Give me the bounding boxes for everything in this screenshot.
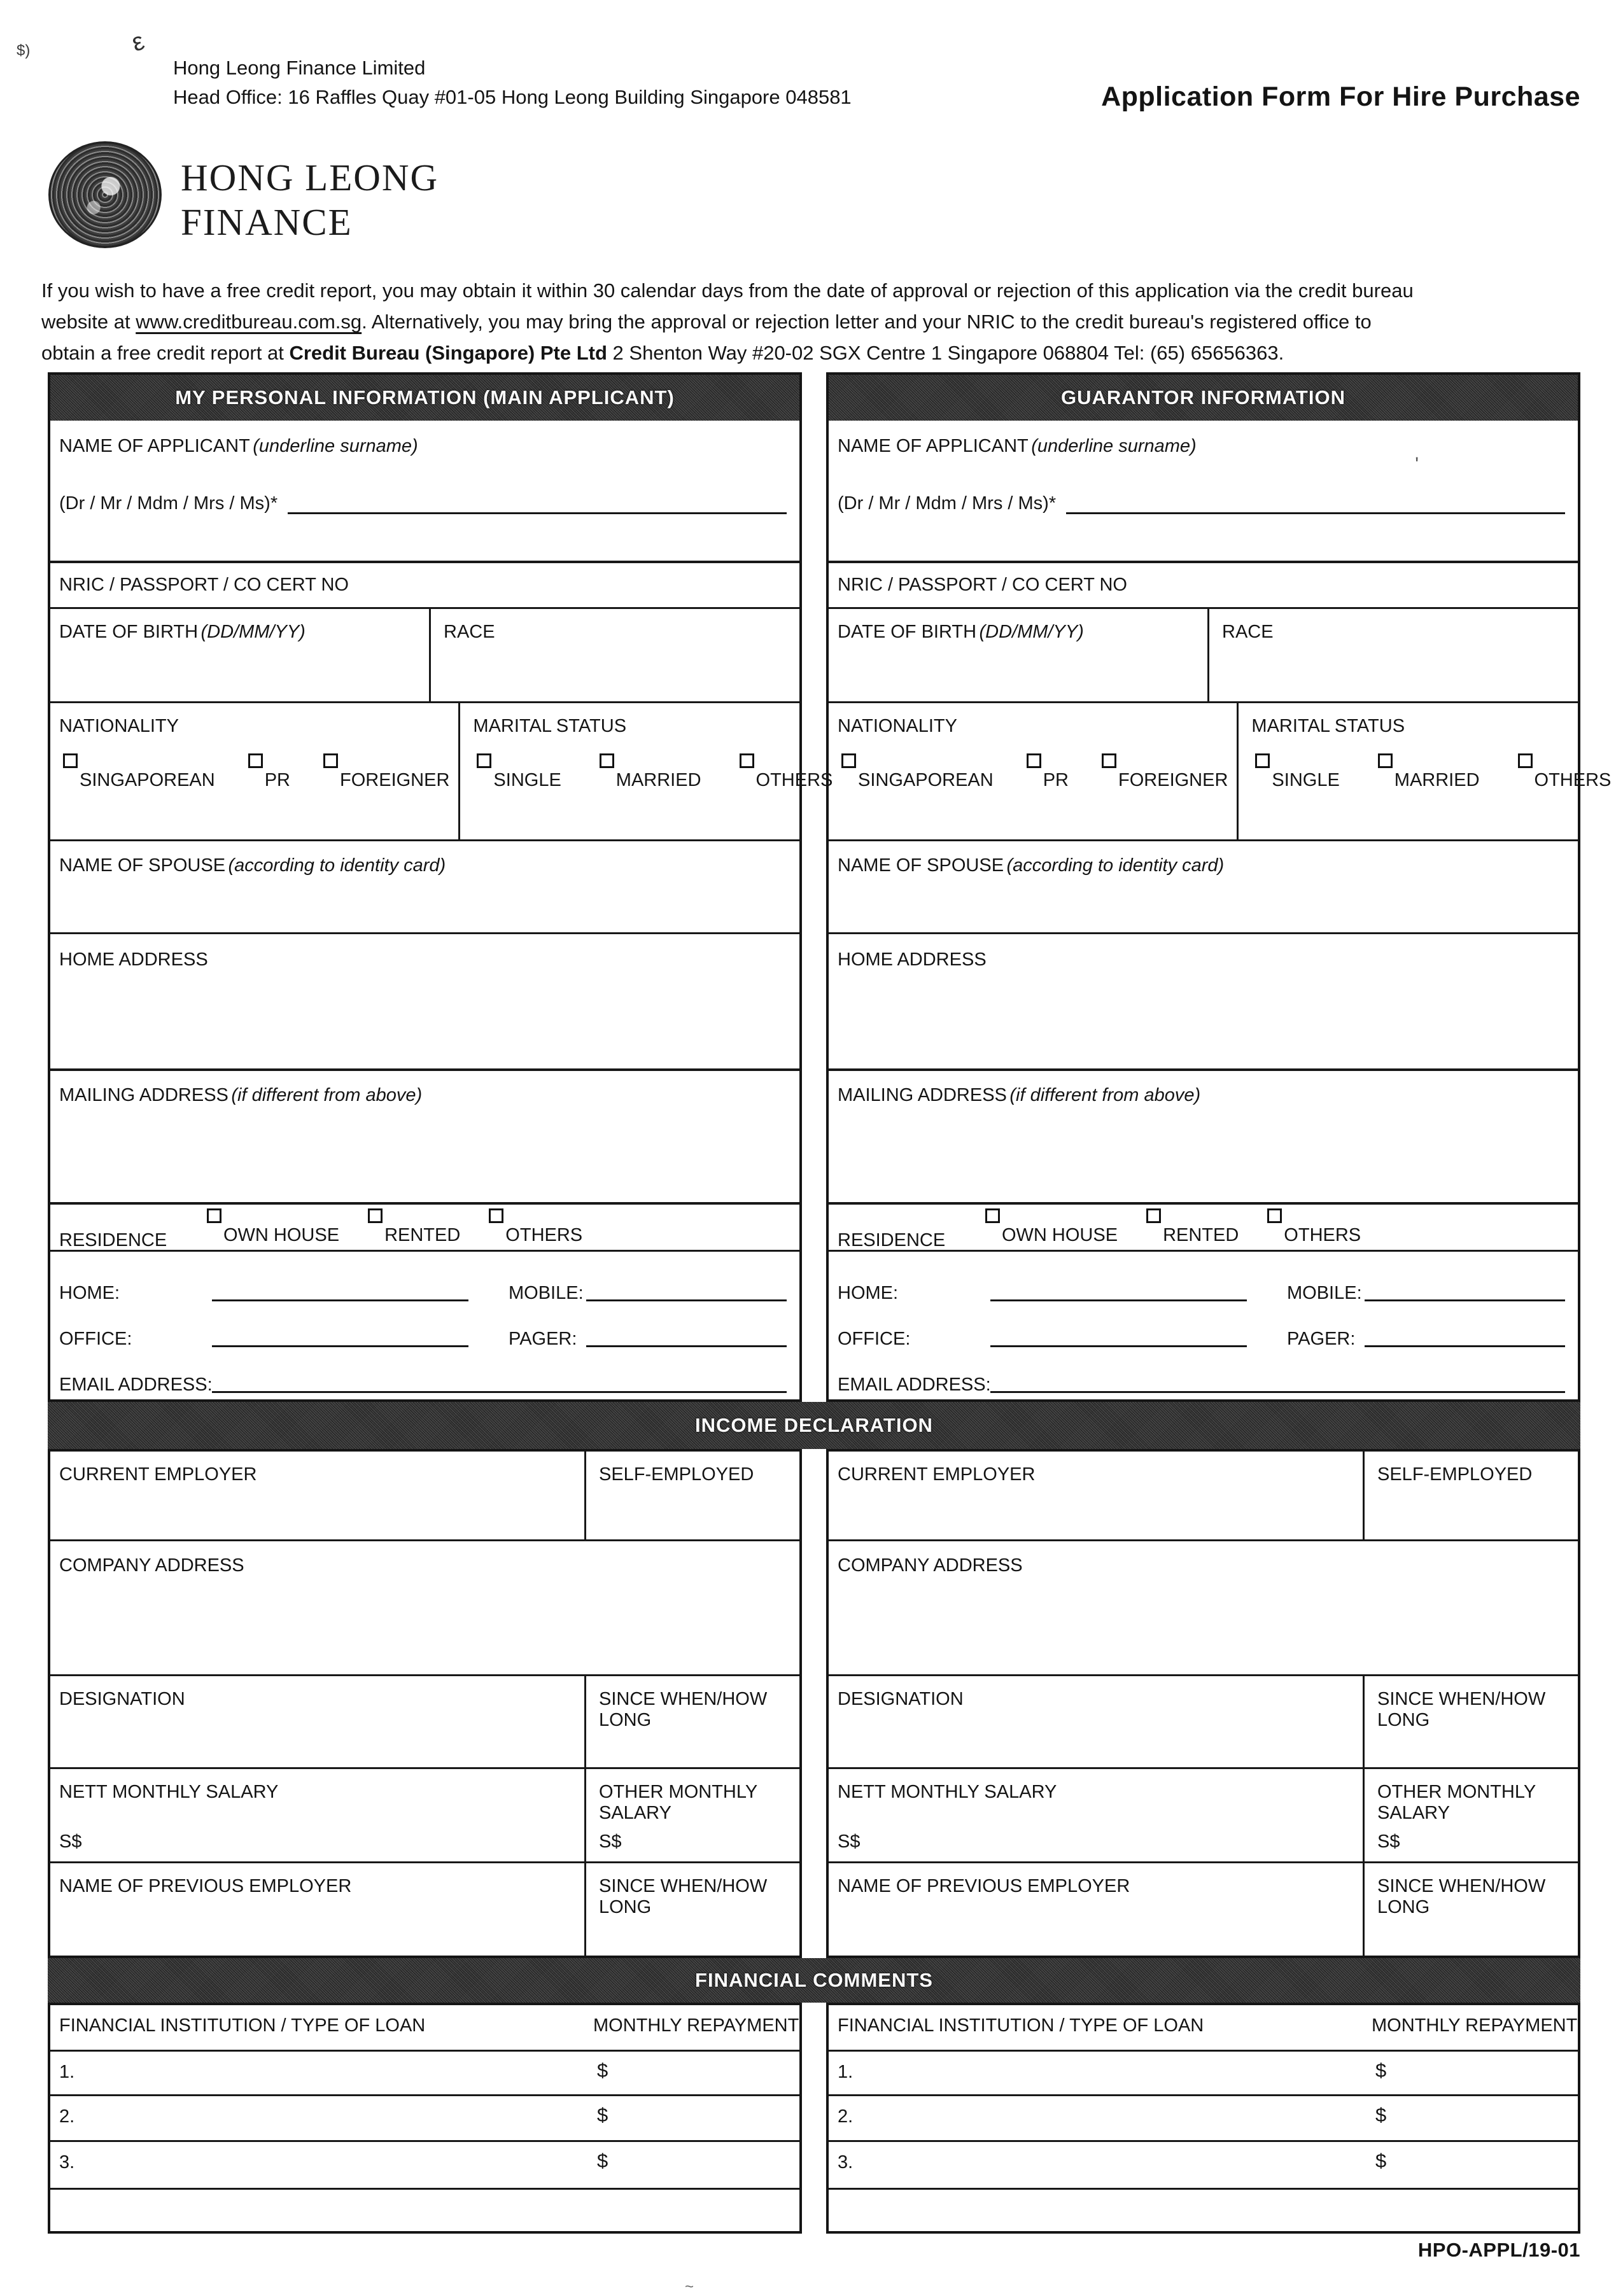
checkbox-icon[interactable] xyxy=(600,753,614,768)
guarantor-designation-cell[interactable] xyxy=(829,1676,1363,1767)
guarantor-nett-salary-cell[interactable] xyxy=(829,1769,1363,1861)
checkbox-icon[interactable] xyxy=(207,1208,221,1223)
checkbox-label: MARRIED xyxy=(1394,770,1480,790)
guarantor-salary-row xyxy=(829,1767,1578,1861)
row-number: 1. xyxy=(59,2062,75,2082)
guarantor-loan-row-1[interactable] xyxy=(829,2050,1578,2094)
guarantor-residence-own-house-checkbox[interactable] xyxy=(985,1208,1118,1246)
guarantor-current-employer-cell[interactable] xyxy=(829,1452,1363,1539)
applicant-loan-row-empty[interactable] xyxy=(50,2188,799,2231)
race-label: RACE xyxy=(1222,622,1274,642)
applicant-nationality-pr-checkbox[interactable] xyxy=(248,753,290,791)
marital-label: MARITAL STATUS xyxy=(473,716,627,736)
checkbox-icon[interactable] xyxy=(985,1208,1000,1223)
currency-label: S$ xyxy=(59,1831,82,1852)
currency-label: S$ xyxy=(1377,1831,1400,1852)
home-address-label: HOME ADDRESS xyxy=(59,949,208,970)
self-employed-label: SELF-EMPLOYED xyxy=(599,1464,754,1485)
logo-wordmark xyxy=(181,155,439,244)
guarantor-dob-race-row xyxy=(829,607,1578,701)
office-phone-label: OFFICE: xyxy=(838,1329,911,1349)
applicant-pager-input-line[interactable] xyxy=(586,1322,787,1347)
salutation-label: (Dr / Mr / Mdm / Mrs / Ms)* xyxy=(59,493,278,514)
checkbox-icon[interactable] xyxy=(368,1208,383,1223)
applicant-nationality-cell xyxy=(50,703,458,839)
spouse-note: (according to identity card) xyxy=(228,855,446,876)
applicant-mailing-address-cell[interactable] xyxy=(50,1068,799,1202)
guarantor-email-input-line[interactable] xyxy=(990,1368,1565,1393)
applicant-residence-own-house-checkbox[interactable] xyxy=(207,1208,339,1246)
since-when-label: SINCE WHEN/HOW LONG xyxy=(599,1876,768,1917)
guarantor-nationality-pr-checkbox[interactable] xyxy=(1027,753,1069,791)
applicant-nationality-marital-row xyxy=(50,701,833,839)
scan-artifact-squiggle: ~ xyxy=(685,2278,694,2295)
checkbox-icon[interactable] xyxy=(489,1208,503,1223)
guarantor-nationality-cell xyxy=(829,703,1237,839)
notice-line2-pre: website at xyxy=(41,311,136,333)
checkbox-icon[interactable] xyxy=(1518,753,1533,768)
guarantor-nric-cell[interactable] xyxy=(829,561,1578,607)
company-header xyxy=(173,53,852,112)
current-employer-label: CURRENT EMPLOYER xyxy=(838,1464,1036,1485)
dollar-sign: $ xyxy=(1375,2104,1387,2126)
guarantor-financial-header-row xyxy=(829,2005,1578,2050)
guarantor-since-when-cell[interactable] xyxy=(1363,1676,1578,1767)
applicant-residence-others-checkbox[interactable] xyxy=(489,1208,582,1246)
checkbox-label: RENTED xyxy=(1163,1225,1239,1245)
guarantor-marital-single-checkbox[interactable] xyxy=(1255,753,1339,791)
applicant-company-address-cell[interactable] xyxy=(50,1539,799,1674)
guarantor-marital-others-checkbox[interactable] xyxy=(1518,753,1612,791)
notice-line3-pre: obtain a free credit report at xyxy=(41,342,290,364)
applicant-financial-table xyxy=(48,2003,802,2234)
checkbox-icon[interactable] xyxy=(1146,1208,1161,1223)
applicant-financial-header-row xyxy=(50,2005,799,2050)
guarantor-nationality-foreigner-checkbox[interactable] xyxy=(1102,753,1228,791)
personal-info-section-header: MY PERSONAL INFORMATION (MAIN APPLICANT) xyxy=(50,375,799,421)
checkbox-label: OWN HOUSE xyxy=(223,1225,340,1245)
guarantor-residence-others-checkbox[interactable] xyxy=(1267,1208,1361,1246)
row-number: 3. xyxy=(59,2152,75,2173)
applicant-mobile-input-line[interactable] xyxy=(586,1276,787,1301)
mailing-address-note: (if different from above) xyxy=(1009,1085,1201,1105)
applicant-residence-rented-checkbox[interactable] xyxy=(368,1208,460,1246)
financial-institution-column-header: FINANCIAL INSTITUTION / TYPE OF LOAN xyxy=(838,2015,1204,2036)
guarantor-nationality-singaporean-checkbox[interactable] xyxy=(841,753,994,791)
applicant-income-table xyxy=(48,1449,802,1958)
applicant-loan-row-3[interactable] xyxy=(50,2140,799,2188)
applicant-current-employer-cell[interactable] xyxy=(50,1452,584,1539)
guarantor-other-salary-cell[interactable] xyxy=(1363,1769,1578,1861)
name-label: NAME OF APPLICANT xyxy=(59,436,250,456)
dob-label: DATE OF BIRTH xyxy=(59,622,199,642)
applicant-since-when-cell[interactable] xyxy=(584,1676,799,1767)
applicant-dob-cell[interactable] xyxy=(50,609,429,701)
dollar-sign: $ xyxy=(1375,2059,1387,2082)
applicant-self-employed-cell[interactable] xyxy=(584,1452,799,1539)
scan-artifact-dot: ' xyxy=(1415,454,1419,475)
monthly-repayment-column-header: MONTHLY REPAYMENT xyxy=(593,2015,799,2036)
applicant-spouse-cell[interactable] xyxy=(50,839,799,932)
credit-bureau-url: www.creditbureau.com.sg xyxy=(136,311,362,333)
applicant-marital-single-checkbox[interactable] xyxy=(477,753,561,791)
applicant-salary-row xyxy=(50,1767,799,1861)
guarantor-info-table xyxy=(826,372,1612,1402)
hong-leong-logo xyxy=(48,141,439,248)
notice-line1: If you wish to have a free credit report, you may obtain it within 30 calendar days from the date of approval or rejection of this application via the credit bureau xyxy=(41,279,1414,302)
scan-artifact-mark: $) xyxy=(17,42,31,59)
salutation-label: (Dr / Mr / Mdm / Mrs / Ms)* xyxy=(838,493,1057,514)
applicant-name-cell xyxy=(50,421,799,561)
other-salary-label: OTHER MONTHLY SALARY xyxy=(1377,1782,1536,1823)
checkbox-icon[interactable] xyxy=(477,753,491,768)
nationality-label: NATIONALITY xyxy=(59,716,179,736)
guarantor-marital-married-checkbox[interactable] xyxy=(1378,753,1480,791)
mobile-phone-label: MOBILE: xyxy=(509,1283,584,1303)
mobile-phone-label: MOBILE: xyxy=(1287,1283,1362,1303)
applicant-marital-married-checkbox[interactable] xyxy=(600,753,701,791)
home-address-label: HOME ADDRESS xyxy=(838,949,987,970)
guarantor-name-cell xyxy=(829,421,1578,561)
name-note: (underline surname) xyxy=(253,436,418,456)
checkbox-label: OTHERS xyxy=(1534,770,1612,790)
checkbox-icon[interactable] xyxy=(323,753,338,768)
applicant-contact-block xyxy=(50,1250,799,1399)
credit-report-notice xyxy=(41,275,1584,368)
guarantor-loan-row-empty[interactable] xyxy=(829,2188,1578,2231)
guarantor-marital-cell xyxy=(1237,703,1612,839)
nett-salary-label: NETT MONTHLY SALARY xyxy=(59,1782,279,1802)
currency-label: S$ xyxy=(599,1831,622,1852)
income-declaration-section-header: INCOME DECLARATION xyxy=(48,1402,1580,1449)
notice-line3-post: 2 Shenton Way #20-02 SGX Centre 1 Singapore 068804 Tel: (65) 65656363. xyxy=(607,342,1284,364)
guarantor-pager-input-line[interactable] xyxy=(1365,1322,1565,1347)
dragon-emblem-icon xyxy=(48,141,162,248)
checkbox-icon[interactable] xyxy=(841,753,856,768)
since-when-label: SINCE WHEN/HOW LONG xyxy=(1377,1689,1546,1730)
guarantor-nationality-marital-row xyxy=(829,701,1612,839)
guarantor-self-employed-cell[interactable] xyxy=(1363,1452,1578,1539)
guarantor-spouse-cell[interactable] xyxy=(829,839,1578,932)
dollar-sign: $ xyxy=(1375,2150,1387,2172)
email-label: EMAIL ADDRESS: xyxy=(59,1375,213,1395)
checkbox-label: SINGAPOREAN xyxy=(858,770,994,790)
residence-label: RESIDENCE xyxy=(838,1230,946,1250)
nric-label: NRIC / PASSPORT / CO CERT NO xyxy=(59,575,349,595)
checkbox-icon[interactable] xyxy=(248,753,263,768)
applicant-designation-row xyxy=(50,1674,799,1767)
checkbox-icon[interactable] xyxy=(63,753,78,768)
designation-label: DESIGNATION xyxy=(59,1689,185,1709)
row-number: 2. xyxy=(838,2106,854,2127)
applicant-loan-row-2[interactable] xyxy=(50,2094,799,2140)
checkbox-label: MARRIED xyxy=(615,770,701,790)
guarantor-loan-row-3[interactable] xyxy=(829,2140,1578,2188)
dob-note: (DD/MM/YY) xyxy=(200,622,306,642)
company-name: Hong Leong Finance Limited xyxy=(173,57,426,79)
checkbox-label: OTHERS xyxy=(505,1225,583,1245)
checkbox-icon[interactable] xyxy=(1267,1208,1282,1223)
application-form xyxy=(48,372,1612,2234)
nric-label: NRIC / PASSPORT / CO CERT NO xyxy=(838,575,1127,595)
row-number: 2. xyxy=(59,2106,75,2127)
checkbox-label: PR xyxy=(1043,770,1069,790)
race-label: RACE xyxy=(444,622,495,642)
pager-label: PAGER: xyxy=(1287,1329,1356,1349)
guarantor-home-phone-input-line[interactable] xyxy=(990,1276,1247,1301)
logo-line2: FINANCE xyxy=(181,201,353,243)
checkbox-label: OTHERS xyxy=(755,770,833,790)
applicant-designation-cell[interactable] xyxy=(50,1676,584,1767)
row-number: 1. xyxy=(838,2062,854,2082)
guarantor-race-cell[interactable] xyxy=(1207,609,1578,701)
form-code: HPO-APPL/19-01 xyxy=(1417,2239,1580,2261)
designation-label: DESIGNATION xyxy=(838,1689,964,1709)
applicant-nric-cell[interactable] xyxy=(50,561,799,607)
checkbox-icon[interactable] xyxy=(1378,753,1393,768)
applicant-info-table xyxy=(48,372,833,1402)
residence-label: RESIDENCE xyxy=(59,1230,167,1250)
applicant-dob-race-row xyxy=(50,607,799,701)
checkbox-icon[interactable] xyxy=(740,753,754,768)
spouse-label: NAME OF SPOUSE xyxy=(838,855,1004,876)
scan-artifact-scribble: ε xyxy=(128,27,148,57)
guarantor-financial-table xyxy=(826,2003,1580,2234)
currency-label: S$ xyxy=(838,1831,861,1852)
guarantor-dob-cell[interactable] xyxy=(829,609,1207,701)
applicant-race-cell[interactable] xyxy=(429,609,799,701)
mailing-address-label: MAILING ADDRESS xyxy=(59,1085,228,1105)
guarantor-loan-row-2[interactable] xyxy=(829,2094,1578,2140)
applicant-previous-employer-row xyxy=(50,1861,799,1956)
applicant-nett-salary-cell[interactable] xyxy=(50,1769,584,1861)
row-number: 3. xyxy=(838,2152,854,2173)
page-title: Application Form For Hire Purchase xyxy=(1101,81,1580,112)
financial-institution-column-header: FINANCIAL INSTITUTION / TYPE OF LOAN xyxy=(59,2015,426,2036)
applicant-loan-row-1[interactable] xyxy=(50,2050,799,2094)
guarantor-info-section-header: GUARANTOR INFORMATION xyxy=(829,375,1578,421)
head-office-address: Head Office: 16 Raffles Quay #01-05 Hong Leong Building Singapore 048581 xyxy=(173,86,852,108)
other-salary-label: OTHER MONTHLY SALARY xyxy=(599,1782,757,1823)
checkbox-label: SINGLE xyxy=(493,770,561,790)
home-phone-label: HOME: xyxy=(59,1283,120,1303)
marital-label: MARITAL STATUS xyxy=(1251,716,1405,736)
office-phone-label: OFFICE: xyxy=(59,1329,132,1349)
nationality-label: NATIONALITY xyxy=(838,716,957,736)
guarantor-prev-since-when-cell[interactable] xyxy=(1363,1863,1578,1956)
previous-employer-label: NAME OF PREVIOUS EMPLOYER xyxy=(59,1876,352,1896)
spouse-label: NAME OF SPOUSE xyxy=(59,855,226,876)
applicant-name-input-line[interactable] xyxy=(288,480,787,514)
applicant-other-salary-cell[interactable] xyxy=(584,1769,799,1861)
guarantor-company-address-cell[interactable] xyxy=(829,1539,1578,1674)
checkbox-label: SINGLE xyxy=(1272,770,1340,790)
company-address-label: COMPANY ADDRESS xyxy=(59,1555,244,1576)
name-label: NAME OF APPLICANT xyxy=(838,436,1029,456)
notice-line2 xyxy=(41,306,1584,337)
applicant-residence-row xyxy=(50,1202,799,1250)
applicant-employer-row xyxy=(50,1452,799,1539)
checkbox-label: OTHERS xyxy=(1284,1225,1361,1245)
dob-note: (DD/MM/YY) xyxy=(979,622,1084,642)
dob-label: DATE OF BIRTH xyxy=(838,622,977,642)
checkbox-icon[interactable] xyxy=(1027,753,1041,768)
monthly-repayment-column-header: MONTHLY REPAYMENT xyxy=(1372,2015,1578,2036)
mailing-address-note: (if different from above) xyxy=(231,1085,423,1105)
applicant-marital-cell xyxy=(458,703,833,839)
self-employed-label: SELF-EMPLOYED xyxy=(1377,1464,1533,1485)
guarantor-office-phone-input-line[interactable] xyxy=(990,1322,1247,1347)
pager-label: PAGER: xyxy=(509,1329,577,1349)
checkbox-label: FOREIGNER xyxy=(340,770,450,790)
checkbox-icon[interactable] xyxy=(1102,753,1116,768)
nett-salary-label: NETT MONTHLY SALARY xyxy=(838,1782,1057,1802)
previous-employer-label: NAME OF PREVIOUS EMPLOYER xyxy=(838,1876,1130,1896)
financial-comments-section-header: FINANCIAL COMMENTS xyxy=(48,1958,1580,2003)
applicant-office-phone-input-line[interactable] xyxy=(212,1322,468,1347)
dollar-sign: $ xyxy=(597,2150,608,2172)
checkbox-label: SINGAPOREAN xyxy=(80,770,215,790)
dollar-sign: $ xyxy=(597,2104,608,2126)
applicant-marital-others-checkbox[interactable] xyxy=(740,753,833,791)
applicant-nationality-foreigner-checkbox[interactable] xyxy=(323,753,449,791)
applicant-home-address-cell[interactable] xyxy=(50,932,799,1068)
guarantor-residence-row xyxy=(829,1202,1578,1250)
guarantor-previous-employer-cell[interactable] xyxy=(829,1863,1363,1956)
notice-line3 xyxy=(41,337,1584,368)
guarantor-residence-rented-checkbox[interactable] xyxy=(1146,1208,1239,1246)
applicant-prev-since-when-cell[interactable] xyxy=(584,1863,799,1956)
applicant-nationality-singaporean-checkbox[interactable] xyxy=(63,753,215,791)
applicant-home-phone-input-line[interactable] xyxy=(212,1276,468,1301)
home-phone-label: HOME: xyxy=(838,1283,899,1303)
since-when-label: SINCE WHEN/HOW LONG xyxy=(599,1689,768,1730)
mailing-address-label: MAILING ADDRESS xyxy=(838,1085,1007,1105)
guarantor-designation-row xyxy=(829,1674,1578,1767)
credit-bureau-name: Credit Bureau (Singapore) Pte Ltd xyxy=(289,342,607,364)
checkbox-label: RENTED xyxy=(384,1225,461,1245)
checkbox-label: FOREIGNER xyxy=(1118,770,1228,790)
notice-line2-post: . Alternatively, you may bring the approval or rejection letter and your NRIC to the credit bureau's registered office to xyxy=(362,311,1372,333)
company-address-label: COMPANY ADDRESS xyxy=(838,1555,1023,1576)
guarantor-mailing-address-cell[interactable] xyxy=(829,1068,1578,1202)
guarantor-employer-row xyxy=(829,1452,1578,1539)
checkbox-icon[interactable] xyxy=(1255,753,1270,768)
applicant-email-input-line[interactable] xyxy=(212,1368,787,1393)
guarantor-previous-employer-row xyxy=(829,1861,1578,1956)
dollar-sign: $ xyxy=(597,2059,608,2082)
guarantor-mobile-input-line[interactable] xyxy=(1365,1276,1565,1301)
checkbox-label: PR xyxy=(264,770,291,790)
since-when-label: SINCE WHEN/HOW LONG xyxy=(1377,1876,1546,1917)
guarantor-contact-block xyxy=(829,1250,1578,1399)
applicant-previous-employer-cell[interactable] xyxy=(50,1863,584,1956)
current-employer-label: CURRENT EMPLOYER xyxy=(59,1464,257,1485)
guarantor-name-input-line[interactable] xyxy=(1066,480,1565,514)
checkbox-label: OWN HOUSE xyxy=(1002,1225,1118,1245)
email-label: EMAIL ADDRESS: xyxy=(838,1375,991,1395)
name-note: (underline surname) xyxy=(1031,436,1197,456)
logo-line1: HONG LEONG xyxy=(181,157,439,199)
guarantor-home-address-cell[interactable] xyxy=(829,932,1578,1068)
spouse-note: (according to identity card) xyxy=(1006,855,1225,876)
guarantor-income-table xyxy=(826,1449,1580,1958)
